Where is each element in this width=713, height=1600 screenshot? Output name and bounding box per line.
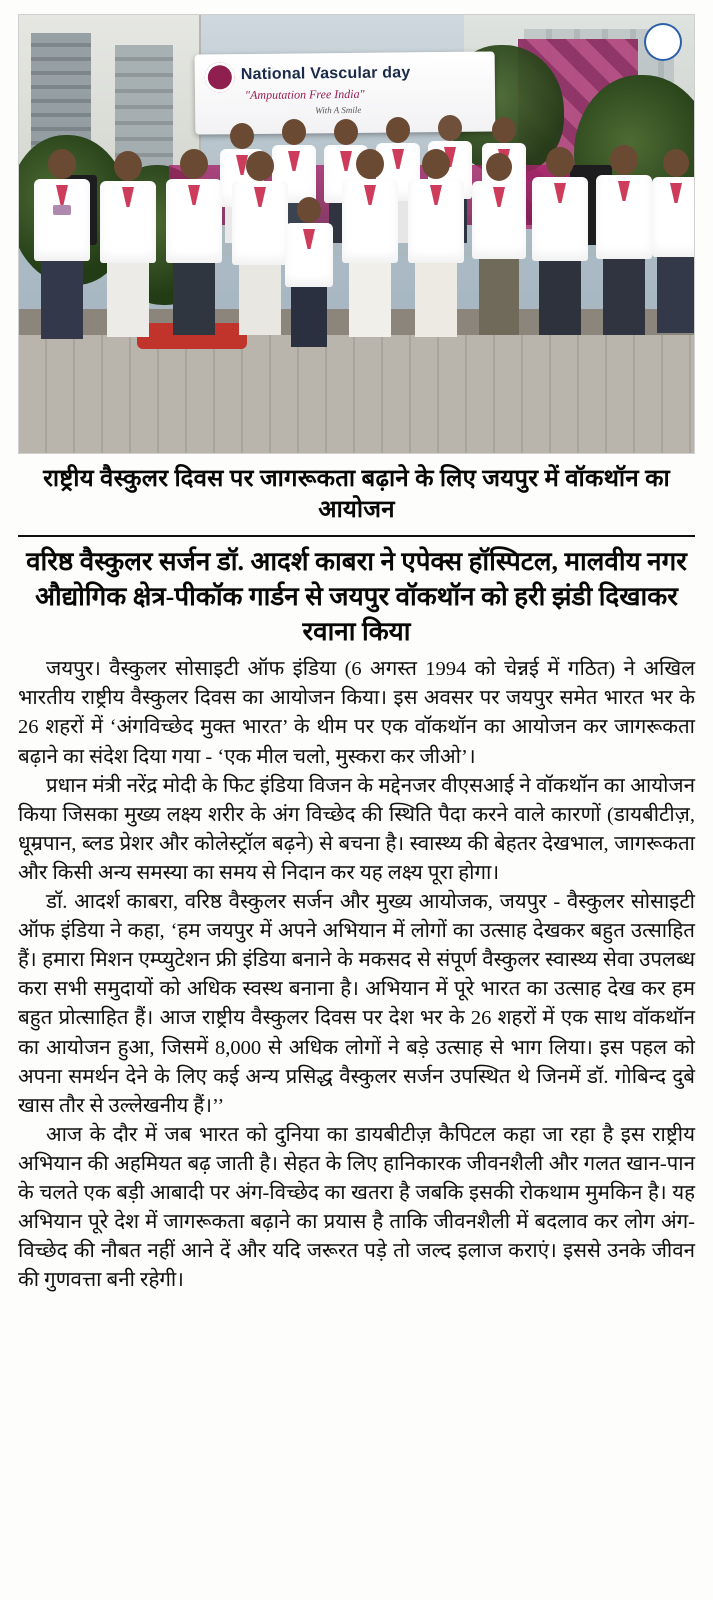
participant [407,149,465,337]
participant [33,149,91,339]
article-paragraph: डॉ. आदर्श काबरा, वरिष्ठ वैस्कुलर सर्जन और मुख्य आयोजक, जयपुर - वैस्कुलर सोसाइटी ऑफ इंडिया ने कहा, ‘हम जयपुर में अपने अभियान में लोगों का उत्साह देखकर बहुत उत्साहित हैं। हमारा मिशन एम्प्युटेशन फ्री इंडिया बनाने के मकसद से संपूर्ण वैस्कुलर स्वास्थ्य सेवा उपलब्ध करा सभी समुदायों को अधिक स्वस्थ बनाना है। अभियान में पूरे भारत का उत्साह देख कर हम बहुत प्रोत्साहित हैं। आज राष्ट्रीय वैस्कुलर दिवस पर देश भर के 26 शहरों में एक साथ वॉकथॉन का आयोजन हुआ, जिसमें 8,000 से अधिक लोगों ने बड़े उत्साह से भाग लिया। इस पहल को अपना समर्थन देने के लिए कई अन्य प्रसिद्ध वैस्कुलर सर्जन उपस्थित थे जिनमें डॉ. गोबिन्द दुबे खास तौर से उल्लेखनीय हैं।’’ [18,891,695,1117]
participant [651,149,695,333]
banner-title: National Vascular day [240,64,411,84]
participant [231,151,289,335]
article-paragraph: आज के दौर में जब भारत को दुनिया का डायबीटीज़ कैपिटल कहा जा रहा है इस राष्ट्रीय अभियान की अहमियत बढ़ जाती है। सेहत के लिए हानिकारक जीवनशैली और गलत खान-पान के चलते एक बड़ी आबादी पर अंग-विच्छेद का खतरा है जबकि इसकी रोकथाम मुमकिन है। यह अभियान पूरे देश में जागरूकता बढ़ाने का प्रयास है ताकि जीवनशैली में बदलाव कर लोग अंग-विच्छेद की नौबत नहीं आने दें और यदि जरूरत पड़े तो जल्द इलाज कराएं। इससे उनके जीवन की गुणवत्ता बनी रहेगी। [18,1123,695,1292]
vsi-emblem-icon [205,62,235,92]
divider-rule [18,535,695,537]
participant [471,153,527,335]
article-headline: वरिष्ठ वैस्कुलर सर्जन डॉ. आदर्श काबरा ने एपेक्स हॉस्पिटल, मालवीय नगर औद्योगिक क्षेत्र-पीकॉक गार्डन से जयपुर वॉकथॉन को हरी झंडी दिखाकर रवाना किया [26,547,687,646]
participant [531,147,589,335]
banner-tagline: With A Smile [315,104,362,116]
walkathon-logo-icon [646,25,680,59]
participant [341,149,399,337]
participant [595,145,653,335]
participant [99,151,157,337]
photo-caption: राष्ट्रीय वैस्कुलर दिवस पर जागरूकता बढ़ाने के लिए जयपुर में वॉकथॉन का आयोजन [43,466,670,523]
event-photo [18,14,695,454]
article-paragraph: प्रधान मंत्री नरेंद्र मोदी के फिट इंडिया विजन के मद्देनजर वीएसआई ने वॉकथॉन का आयोजन किया जिसका मुख्य लक्ष्य शरीर के अंग विच्छेद की स्थिति पैदा करने वाले कारणों (डायबीटीज़, धूम्रपान, ब्लड प्रेशर और कोलेस्ट्रॉल बढ़ने) से बचना है। स्वास्थ्य की बेहतर देखभाल, जागरूकता और किसी अन्य समस्या का समय से निदान कर यह लक्ष्य पूरा होगा। [18,774,695,884]
banner-subtitle: "Amputation Free India" [244,86,365,103]
child-participant [283,197,335,347]
article-paragraph: जयपुर। वैस्कुलर सोसाइटी ऑफ इंडिया (6 अगस्त 1994 को चेन्नई में गठित) ने अखिल भारतीय राष्ट्रीय वैस्कुलर दिवस का आयोजन किया। इस अवसर पर जयपुर समेत भारत भर के 26 शहरों में ‘अंगविच्छेद मुक्त भारत’ के थीम पर एक वॉकथॉन का आयोजन कर जागरूकता बढ़ाने का संदेश दिया गया - ‘एक मील चलो, मुस्करा कर जीओ’। [18,658,695,768]
participant [165,149,223,335]
article-body [18,655,695,1295]
participants-group [19,93,694,393]
